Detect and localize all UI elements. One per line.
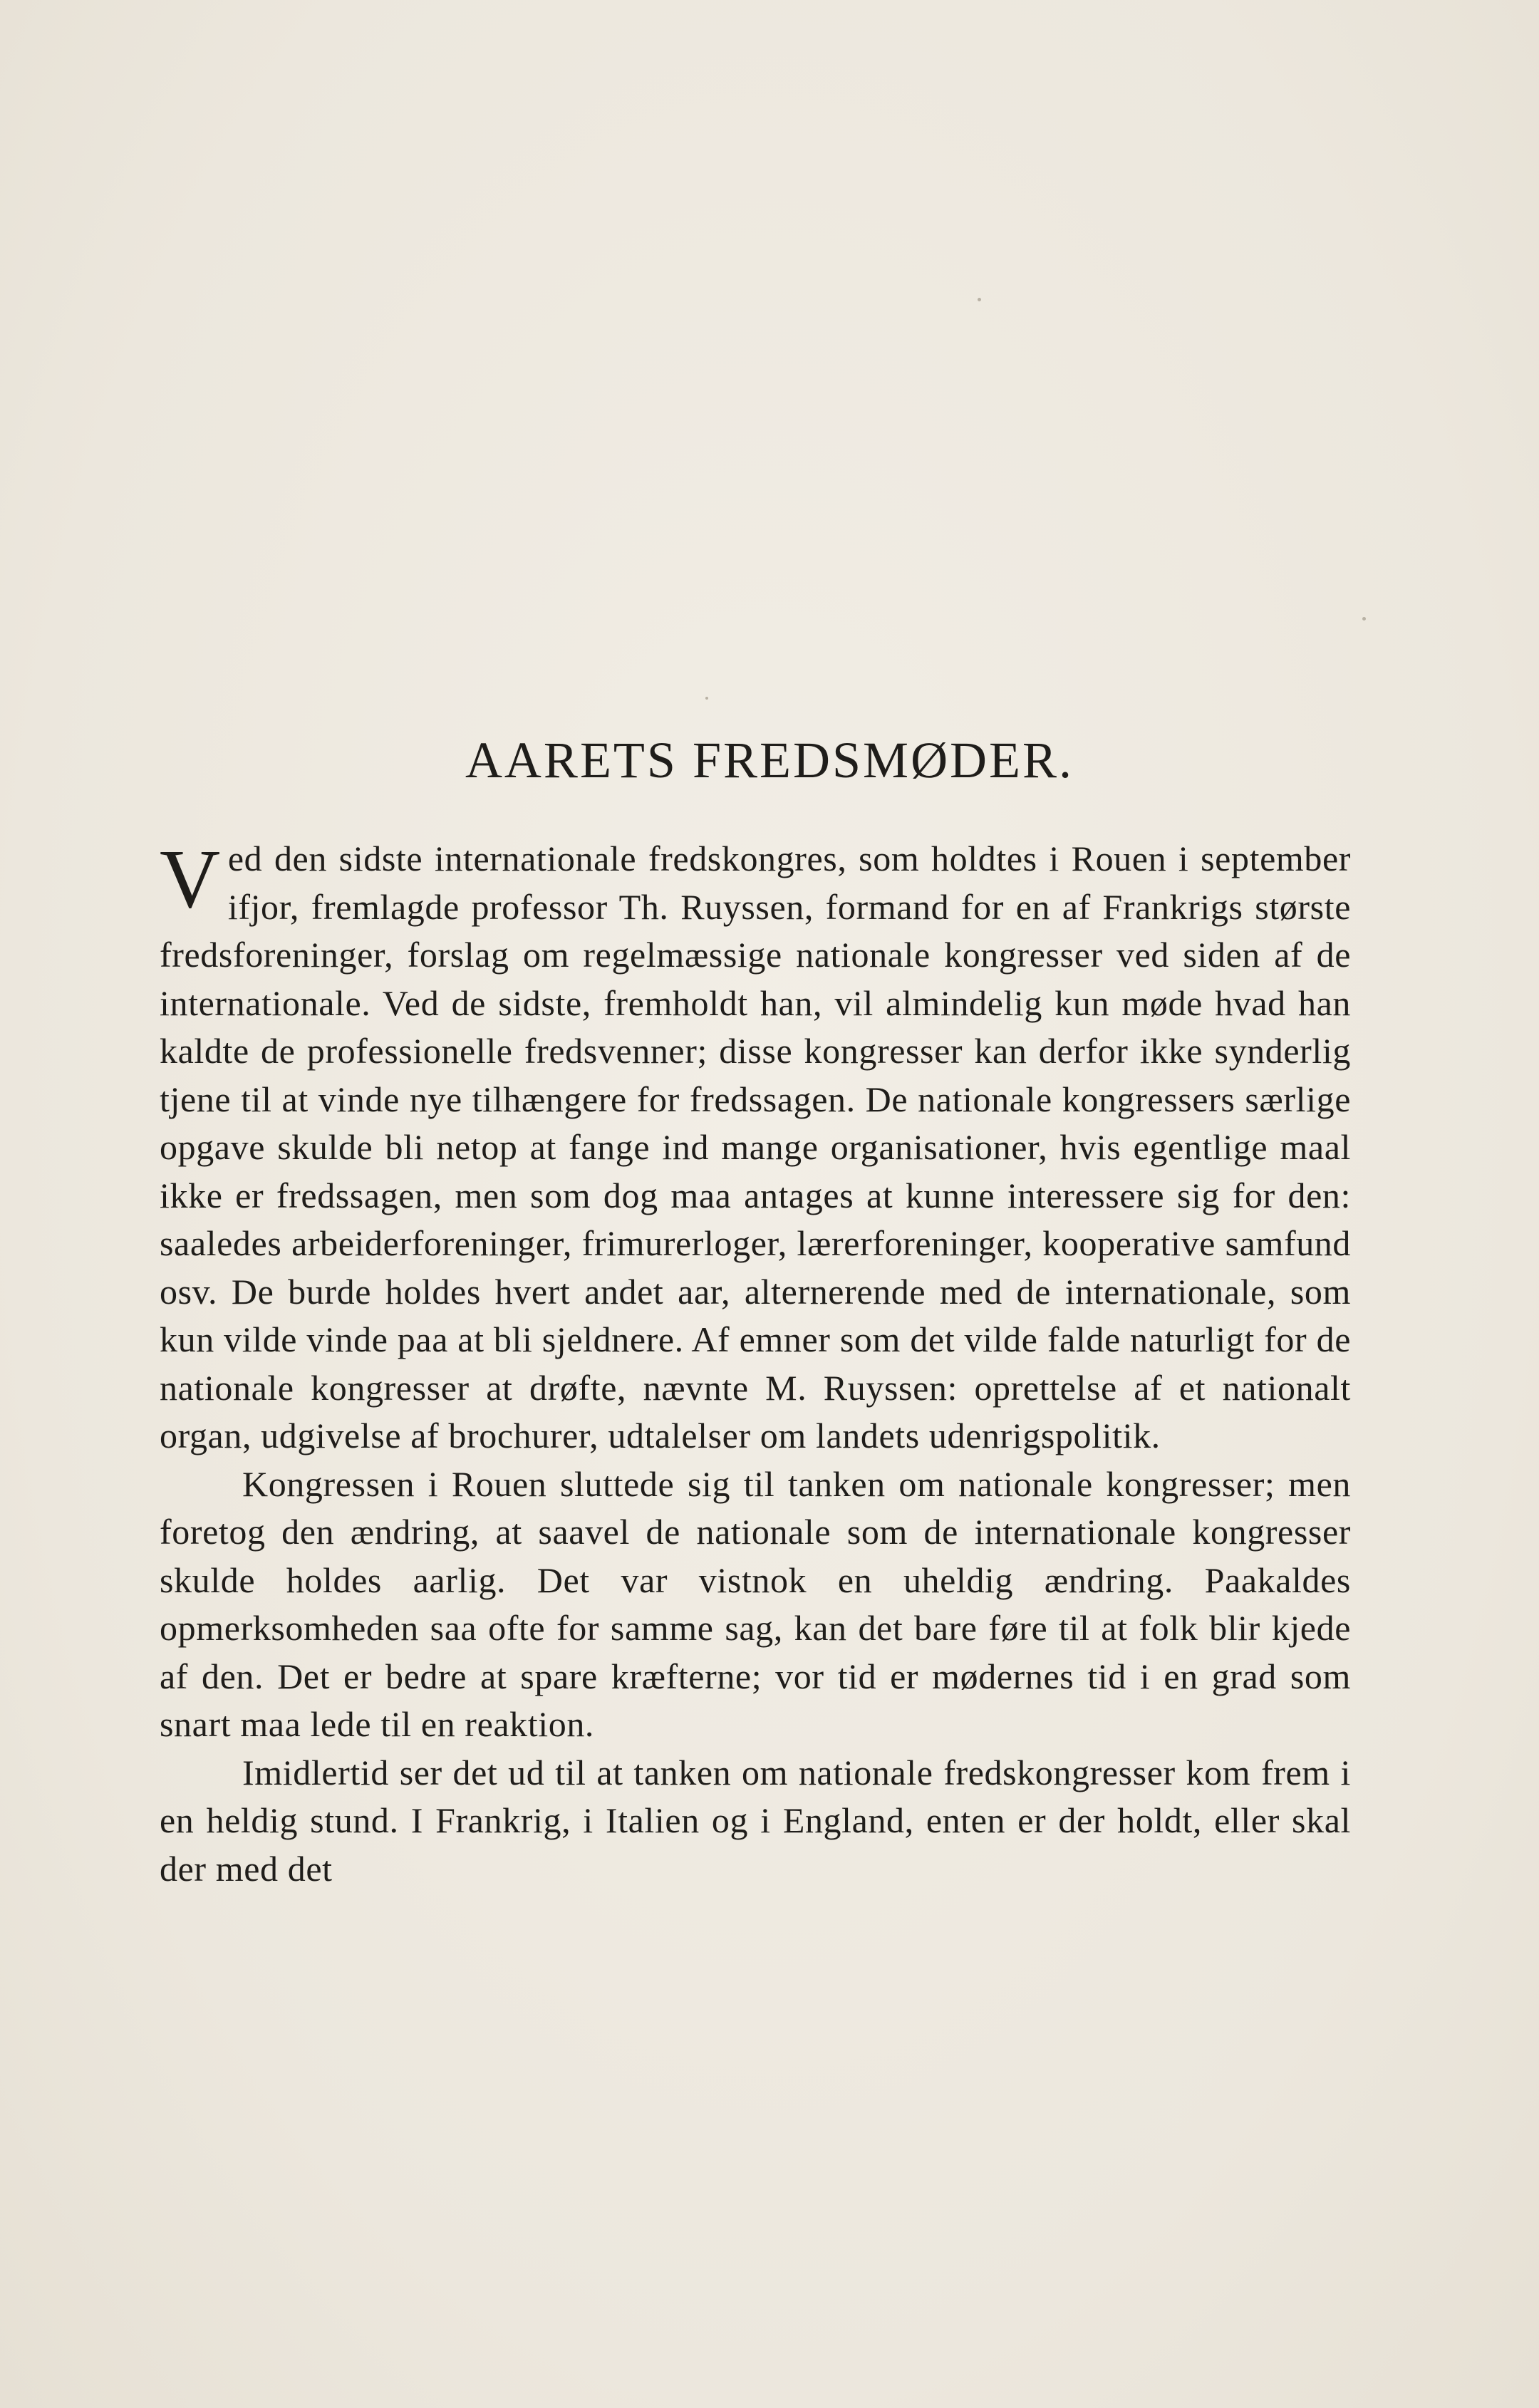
paragraph-3: Imidlertid ser det ud til at tanken om nationale fredskongresser kom frem i en heldig stund. I Frankrig, i Italien og i England, enten er der holdt, eller skal der med det [160, 1752, 1351, 1889]
paragraph-1-text: ed den sidste internationale fredskongres, som holdtes i Rouen i september ifjor, fremlagde professor Th. Ruyssen, formand for en af Frankrigs største fredsforeninger, forslag om regelmæssige nationale kongresser ved siden af de internationale. Ved de sidste, fremholdt han, vil almindelig kun møde hvad han kaldte de professionelle fredsvenner; disse kongresser kan derfor ikke synderlig tjene til at vinde nye tilhængere for fredssagen. De nationale kongressers særlige opgave skulde bli netop at fange ind mange organisationer, hvis egentlige maal ikke er fredssagen, men som dog maa antages at kunne interessere sig for den: saaledes arbeiderforeninger, frimurerloger, lærerforeninger, kooperative samfund osv. De burde holdes hvert andet aar, alternerende med de internationale, som kun vilde vinde paa at bli sjeldnere. Af emner som det vilde falde naturligt for de nationale kongresser at drøfte, nævnte M. Ruyssen: oprettelse af et nationalt organ, udgivelse af brochurer, udtalelser om landets udenrigspolitik. [160, 839, 1351, 1455]
paragraph-1 [160, 832, 1351, 1460]
paper-speck [1362, 617, 1366, 621]
paper-speck [705, 697, 708, 700]
paragraph-2: Kongressen i Rouen sluttede sig til tanken om nationale kongresser; men foretog den ændring, at saavel de nationale som de internationale kongresser skulde holdes aarlig. Det var vistnok en uheldig ændring. Paakaldes opmerksomheden saa ofte for samme sag, kan det bare føre til at folk blir kjede af den. Det er bedre at spare kræfterne; vor tid er mødernes tid i en grad som snart maa lede til en reaktion. [160, 1463, 1351, 1744]
drop-cap: V [160, 832, 221, 925]
article-heading: AARETS FREDSMØDER. [465, 732, 1074, 789]
article-body [160, 832, 1351, 1893]
show-through-texture [142, 142, 1396, 185]
paper-speck [978, 298, 981, 301]
